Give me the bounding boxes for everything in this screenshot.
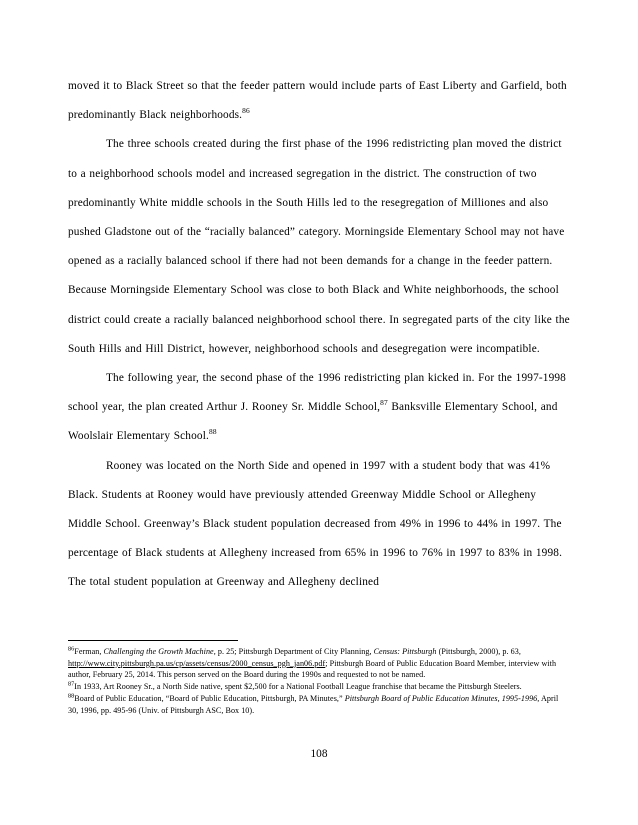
footnote-title-italic: Census: Pittsburgh (373, 647, 437, 656)
footnote-entry: $^{86}$Ferman, Challenging the Growth Machine, p. 25; Pittsburgh Department of City Planning, Census: Pittsburgh (Pittsburgh, 2000), p. 63, http://www.city.pittsburgh.pa.us/cp/assets/census/2000_census_pgh_jan06.pdf; Pittsburgh Board of Public Education Board Member, interview with author, February 25, 2014. This person served on the Board during the 1990s and requested to not be named. (68, 645, 557, 680)
footnote-number: 86 (68, 645, 75, 653)
footnote-number: 87 (68, 680, 75, 688)
footnote-title-italic: Pittsburgh Board of Public Education Minutes, 1995-1996 (344, 694, 538, 704)
footnote-list (68, 646, 568, 717)
paragraph-2: The three schools created during the first phase of the 1996 redistricting plan moved the district to a neighborhood schools model and increased segregation in the district. The construction of two predominantly White middle schools in the South Hills led to the resegregation of Milliones and also pushed Gladstone out of the “racially balanced” category. Morningside Elementary School may not have opened as a racially balanced school if there had not been demands for a change in the feeder pattern. Because Morningside Elementary School was close to both Black and White neighborhoods, the school district could create a racially balanced neighborhood school there. In segregated parts of the city like the South Hills and Hill District, however, neighborhood schools and desegregation were incompatible. (68, 138, 570, 355)
paragraph-1: moved it to Black Street so that the feeder pattern would include parts of East Liberty and Garfield, both predominantly Black neighborhoods.$^{86}$ (68, 80, 567, 122)
paragraph-4: Rooney was located on the North Side and opened in 1997 with a student body that was 41% Black. Students at Rooney would have previously attended Greenway Middle School or Allegheny Middle School. Greenway’s Black student population decreased from 49% in 1996 to 44% in 1997. The percentage of Black students at Allegheny increased from 65% in 1996 to 76% in 1997 to 83% in 1998. The total student population at Greenway and Allegheny declined (68, 459, 563, 589)
footnote-area (68, 640, 568, 717)
footnote-url-link[interactable]: http://www.city.pittsburgh.pa.us/cp/assets/census/2000_census_pgh_jan06.pdf (68, 658, 326, 668)
footnote-number: 88 (68, 692, 75, 700)
page-number: 108 (310, 748, 328, 760)
footnote-marker: 88 (208, 427, 217, 437)
footnote-entry: $^{88}$Board of Public Education, “Board of Public Education, Pittsburgh, PA Minutes,” Pittsburgh Board of Public Education Minutes, 1995-1996, April 30, 1996, pp. 495-96 (Univ. of Pittsburgh ASC, Box 10). (68, 692, 559, 715)
footnote-entry: $^{87}$In 1933, Art Rooney Sr., a North Side native, spent $2,500 for a National Football League franchise that became the Pittsburgh Steelers. (68, 680, 522, 692)
paragraph-3: The following year, the second phase of the 1996 redistricting plan kicked in. For the 1997-1998 school year, the plan created Arthur J. Rooney Sr. Middle School,$^{87}$ Banksville Elementary School, and Woolslair Elementary School.$^{88}$ (68, 372, 566, 443)
body-text-block (68, 72, 570, 598)
footnote-marker: 87 (380, 398, 388, 408)
footnote-separator-rule (68, 640, 238, 641)
footnote-title-italic: Challenging the Growth Machine (103, 647, 214, 656)
footnote-marker: 86 (242, 106, 250, 116)
